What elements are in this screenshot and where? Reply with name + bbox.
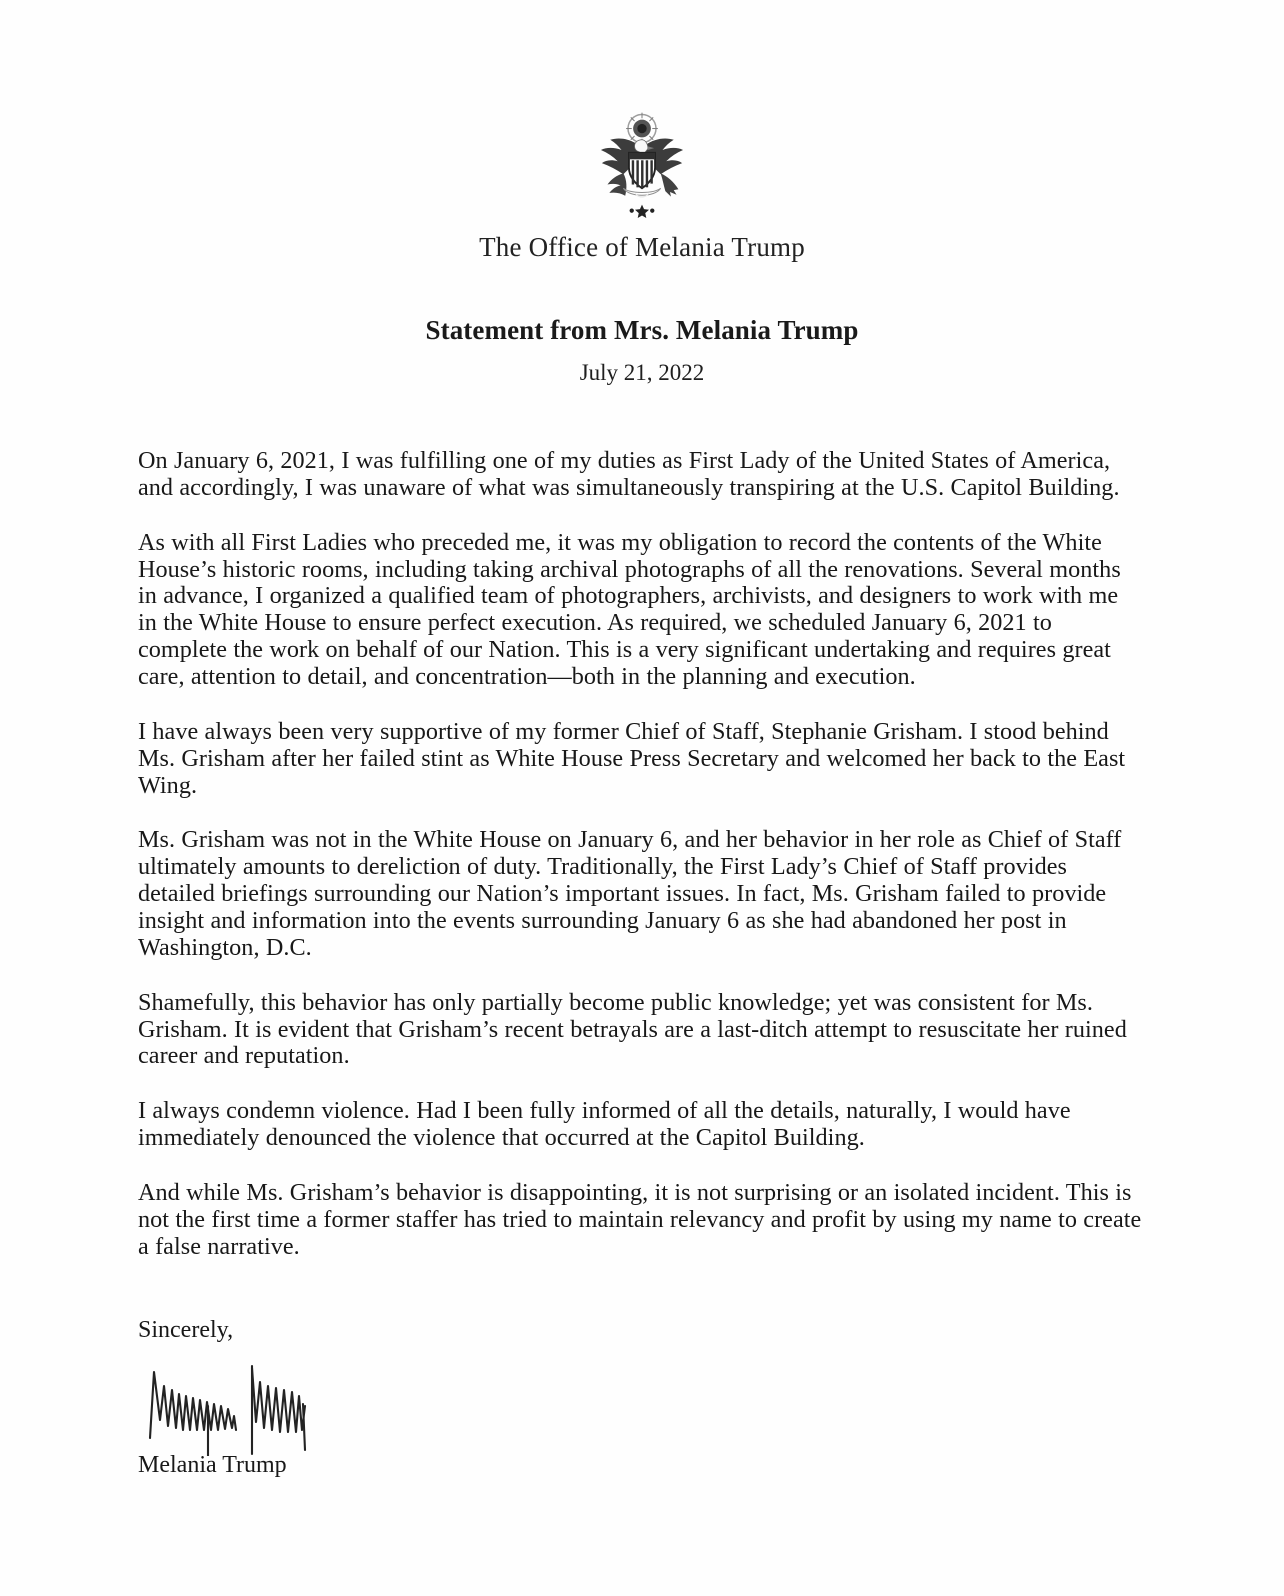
- office-title: The Office of Melania Trump: [479, 232, 805, 262]
- body-paragraph: Shamefully, this behavior has only partially become public knowledge; yet was consistent for Ms. Grisham. It is evident that Grisham’s recent betrayals are a last-ditch attempt to resuscitate her ruined career and reputation.: [138, 988, 1127, 1070]
- signer-name: Melania Trump: [138, 1451, 287, 1478]
- closing-salutation: Sincerely,: [138, 1316, 234, 1343]
- statement-body: [0, 448, 1284, 1261]
- statement-date: July 21, 2022: [579, 360, 705, 385]
- great-seal-eagle-icon: [586, 108, 698, 220]
- letterhead: [0, 0, 1284, 263]
- body-paragraph: On January 6, 2021, I was fulfilling one of my duties as First Lady of the United States of America, and accordingly, I was unaware of what was simultaneously transpiring at the U.S. Capitol Building.: [138, 447, 1120, 501]
- handwritten-signature-icon: [142, 1346, 322, 1456]
- body-paragraph: I always condemn violence. Had I been fully informed of all the details, naturally, I would have immediately denounced the violence that occurred at the Capitol Building.: [138, 1097, 1071, 1152]
- three-stars-icon: [630, 205, 655, 218]
- statement-title: Statement from Mrs. Melania Trump: [425, 315, 859, 345]
- body-paragraph: I have always been very supportive of my former Chief of Staff, Stephanie Grisham. I stood behind Ms. Grisham after her failed stint as White House Press Secretary and welcomed her back to the East Wing.: [138, 717, 1126, 799]
- statement-heading-block: [0, 315, 1284, 386]
- body-paragraph: And while Ms. Grisham’s behavior is disappointing, it is not surprising or an isolated incident. This is not the first time a former staffer has tried to maintain relevancy and profit by using my name to create a false narrative.: [138, 1179, 1142, 1260]
- signature-block: [0, 1317, 1284, 1479]
- body-paragraph: As with all First Ladies who preceded me, it was my obligation to record the contents of the White House’s historic rooms, including taking archival photographs of all the renovations. Several months in advance, I organized a qualified team of photographers, archivists, and designers to work with me in the White House to ensure perfect execution. As required, we scheduled January 6, 2021 to complete the work on behalf of our Nation. This is a very significant undertaking and requires great care, attention to detail, and concentration—both in the planning and execution.: [138, 528, 1121, 691]
- body-paragraph: Ms. Grisham was not in the White House on January 6, and her behavior in her role as Chief of Staff ultimately amounts to dereliction of duty. Traditionally, the First Lady’s Chief of Staff provides detailed briefings surrounding our Nation’s important issues. In fact, Ms. Grisham failed to provide insight and information into the events surrounding January 6 as she had abandoned her post in Washington, D.C.: [138, 826, 1122, 961]
